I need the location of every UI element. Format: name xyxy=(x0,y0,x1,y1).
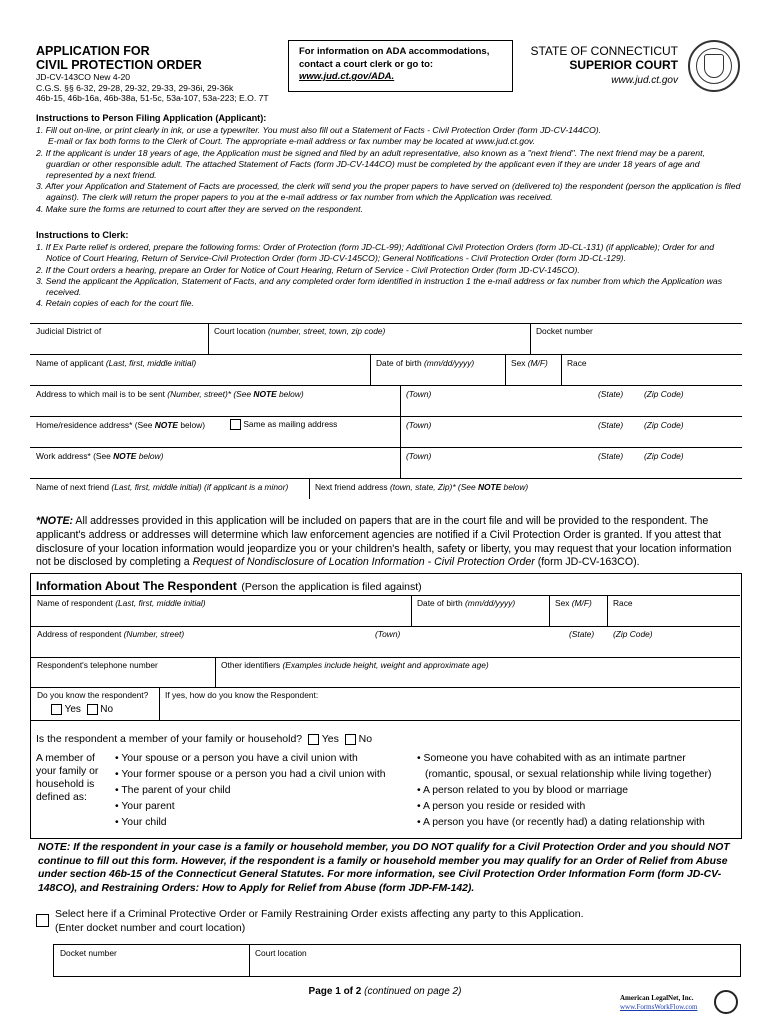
applicant-race-field[interactable]: Race xyxy=(567,358,587,368)
page-number: Page 1 of 2 xyxy=(308,986,362,997)
how-know-field[interactable]: If yes, how do you know the Respondent: xyxy=(165,690,319,700)
respondent-section xyxy=(30,573,742,839)
applicant-dob-field[interactable]: Date of birth (mm/dd/yyyy) xyxy=(376,358,475,368)
member-list-left xyxy=(115,751,386,831)
applicant-name-field[interactable]: Name of applicant (Last, first, middle initial) xyxy=(36,358,197,368)
family-no-checkbox[interactable] xyxy=(345,734,356,745)
mail-address-field[interactable]: Address to which mail is to be sent (Number, street)* (See NOTE below) xyxy=(36,389,304,399)
state-seal-icon xyxy=(688,40,740,92)
court-name: SUPERIOR COURT xyxy=(569,58,678,72)
family-question-label: Is the respondent a member of your family or household? xyxy=(36,733,303,745)
respondent-address-field[interactable]: Address of respondent (Number, street) xyxy=(37,629,185,639)
instruction-item: 2. If the Court orders a hearing, prepare an Order for Notice of Court Hearing, Return of Service - Civil Protection Order (form JD-CV-145CO). xyxy=(36,264,580,275)
know-no-label: No xyxy=(100,704,114,716)
list-item: • Your former spouse or a person you had a civil union with xyxy=(115,769,386,780)
state-name: STATE OF CONNECTICUT xyxy=(530,44,678,58)
know-respondent-options xyxy=(47,702,117,717)
family-member-note: NOTE: If the respondent in your case is a family or household member, you DO NOT qualify for a Civil Protection Order and you should NOT continue to fill out this form. However, if the respondent is a family or household member you may qualify for an Order of Relief from Abuse under section 46b-15 of the Connecticut General Statutes. For more information, see Civil Protection Order Information Form (form JD-CV-148CO), and Restraining Orders: How to Apply for Relief from Abuse (form JDP-FM-142). xyxy=(38,842,730,894)
publisher-brand xyxy=(620,994,697,1012)
member-definition: A member of your family or household is defined as: xyxy=(36,753,99,803)
ada-info-box xyxy=(288,40,513,92)
work-state-field[interactable]: (State) xyxy=(598,451,624,461)
family-no-label: No xyxy=(358,733,373,745)
same-as-mailing-checkbox[interactable] xyxy=(230,419,241,430)
work-town-field[interactable]: (Town) xyxy=(406,451,432,461)
form-meta xyxy=(36,72,269,104)
clerk-instructions xyxy=(36,230,741,309)
applicant-instructions xyxy=(36,113,741,215)
criminal-docket-field[interactable]: Docket number xyxy=(60,948,117,958)
list-item: • Your spouse or a person you have a civil union with xyxy=(115,753,358,764)
home-state-field[interactable]: (State) xyxy=(598,420,624,430)
nondisclosure-form-title: Request of Nondisclosure of Location Information - Civil Protection Order xyxy=(192,556,535,569)
respondent-race-field[interactable]: Race xyxy=(613,598,633,608)
home-zip-field[interactable]: (Zip Code) xyxy=(644,420,684,430)
applicant-sex-field[interactable]: Sex (M/F) xyxy=(511,358,548,368)
respondent-town-field[interactable]: (Town) xyxy=(375,629,401,639)
form-id: JD-CV-143CO New 4-20 xyxy=(36,72,131,82)
instruction-item: 2. If the applicant is under 18 years of age, the Application must be signed and filed by an adult representative, also known as a "next friend". The next friend may be a parent, guardian or other responsible adult. The attached Statement of Facts (form JD-CV-144CO) must be completed by the applicant even if they are under 18 years of age and represented by a next friend. xyxy=(36,147,705,181)
court-website[interactable]: www.jud.ct.gov xyxy=(611,75,678,86)
list-item: • A person you have (or recently had) a dating relationship with xyxy=(417,817,705,828)
form-title xyxy=(36,44,202,72)
know-respondent-label: Do you know the respondent? xyxy=(37,690,149,700)
statutes-line1: C.G.S. §§ 6-32, 29-28, 29-32, 29-33, 29-36i, 29-36k xyxy=(36,82,234,93)
brand-name: American LegalNet, Inc. xyxy=(620,994,694,1002)
work-address-field[interactable]: Work address* (See NOTE below) xyxy=(36,451,164,461)
publisher-logo-icon xyxy=(714,990,738,1014)
instruction-item: 1. Fill out on-line, or print clearly in ink, or use a typewriter. You must also fill out a Statement of Facts - Civil Protection Order (form JD-CV-144CO). xyxy=(36,125,602,136)
instruction-item: 1. If Ex Parte relief is ordered, prepare the following forms: Order of Protection (form JD-CL-99); Additional Civil Protection Orders (form JD-CL-131) (if applicable); Order for and Notice of Court Hearing, Return of Service-Civil Protection Order (form JD-CV-145CO); General Notifications - Civil Protection Order (form JD-CL-129). xyxy=(36,242,715,264)
continued-note: (continued on page 2) xyxy=(364,986,462,997)
know-no-checkbox[interactable] xyxy=(87,704,98,715)
family-yes-label: Yes xyxy=(321,733,339,745)
same-as-mailing[interactable]: Same as mailing address xyxy=(226,417,341,432)
respondent-name-field[interactable]: Name of respondent (Last, first, middle initial) xyxy=(37,598,206,608)
respondent-sex-field[interactable]: Sex (M/F) xyxy=(555,598,592,608)
ada-line1: For information on ADA accommodations, xyxy=(299,46,490,57)
family-question xyxy=(36,733,372,745)
statutes-line2: 46b-15, 46b-16a, 46b-38a, 51-5c, 53a-107, 53a-223; E.O. 7T xyxy=(36,93,269,103)
respondent-zip-field[interactable]: (Zip Code) xyxy=(613,629,653,639)
list-item: • Your child xyxy=(115,817,167,828)
family-yes-checkbox[interactable] xyxy=(308,734,319,745)
other-identifiers-field[interactable]: Other identifiers (Examples include height, weight and approximate age) xyxy=(221,660,489,670)
know-yes-checkbox[interactable] xyxy=(51,704,62,715)
instruction-item: 3. After your Application and Statement of Facts are processed, the clerk will send you the proper papers to have served on (delivered to) the respondent (person the application is filed against). The clerk will return the proper papers to you at the e-mail address or fax number from which the Application was received. xyxy=(36,181,741,203)
clerk-instructions-heading: Instructions to Clerk: xyxy=(36,230,129,240)
docket-number-field[interactable]: Docket number xyxy=(536,326,593,336)
instruction-item: 4. Make sure the forms are returned to court after they are served on the respondent. xyxy=(36,203,363,214)
criminal-order-label: Select here if a Criminal Protective Order or Family Restraining Order exists affecting any party to this Application. (Enter docket number and court location) xyxy=(55,908,584,934)
note-label: *NOTE: xyxy=(36,515,74,527)
list-item: • A person you reside or resided with xyxy=(417,801,586,812)
next-friend-name-field[interactable]: Name of next friend (Last, first, middle initial) (if applicant is a minor) xyxy=(36,482,289,492)
criminal-court-location-field[interactable]: Court location xyxy=(255,948,307,958)
criminal-order-checkbox[interactable] xyxy=(36,912,49,930)
member-list-right xyxy=(417,751,711,831)
respondent-dob-field[interactable]: Date of birth (mm/dd/yyyy) xyxy=(417,598,516,608)
instruction-item: E-mail or fax both forms to the Clerk of Court. The appropriate e-mail address or fax number may be located at www.jud.ct.gov. xyxy=(48,136,536,147)
respondent-title: Information About The Respondent (Person the application is filed against) xyxy=(36,579,422,593)
form-title-line1: APPLICATION FOR xyxy=(36,44,150,58)
mail-state-field[interactable]: (State) xyxy=(598,389,624,399)
note-text-end: (form JD-CV-163CO). xyxy=(534,556,640,569)
address-note xyxy=(36,515,741,570)
list-item: • Someone you have cohabited with as an intimate partner xyxy=(417,753,686,764)
court-header xyxy=(530,44,678,88)
list-item: (romantic, spousal, or sexual relationship while living together) xyxy=(425,769,712,780)
note-text: All addresses provided in this application will be included on papers that are in the court file and will be provided to the respondent. The applicant's address or addresses will determine which law enforcement agencies are notified if a Civil Protection Order is granted. If you attest that disclosure of your location information would jeopardize you or your children's health, safety or liberty, you may request that your location information not be disclosed by completing a xyxy=(36,515,732,569)
instruction-item: 3. Send the applicant the Application, Statement of Facts, and any completed order form identified in instruction 1 the e-mail address or fax number from which the Application was received. xyxy=(36,275,723,298)
home-address-field[interactable]: Home/residence address* (See NOTE below) xyxy=(36,420,205,430)
applicant-info-grid xyxy=(30,323,742,499)
home-town-field[interactable]: (Town) xyxy=(406,420,432,430)
ada-link[interactable]: www.jud.ct.gov/ADA. xyxy=(299,71,395,82)
know-yes-label: Yes xyxy=(64,704,81,716)
list-item: • Your parent xyxy=(115,801,175,812)
mail-town-field[interactable]: (Town) xyxy=(406,389,432,399)
list-item: • The parent of your child xyxy=(115,785,231,796)
instruction-item: 4. Retain copies of each for the court file. xyxy=(36,298,194,309)
work-zip-field[interactable]: (Zip Code) xyxy=(644,451,684,461)
next-friend-address-field[interactable]: Next friend address (town, state, Zip)* (See NOTE below) xyxy=(315,482,529,492)
form-title-line2: CIVIL PROTECTION ORDER xyxy=(36,58,202,72)
court-location-field[interactable]: Court location (number, street, town, zip code) xyxy=(214,326,386,336)
respondent-phone-field[interactable]: Respondent's telephone number xyxy=(37,660,158,670)
brand-url[interactable]: www.FormsWorkFlow.com xyxy=(620,1003,698,1011)
respondent-state-field[interactable]: (State) xyxy=(569,629,595,639)
mail-zip-field[interactable]: (Zip Code) xyxy=(644,389,684,399)
ada-line2: contact a court clerk or go to: xyxy=(299,58,434,70)
judicial-district-field[interactable]: Judicial District of xyxy=(36,326,102,336)
criminal-order-grid xyxy=(53,944,741,977)
applicant-instructions-heading: Instructions to Person Filing Application (Applicant): xyxy=(36,113,267,123)
list-item: • A person related to you by blood or marriage xyxy=(417,785,628,796)
